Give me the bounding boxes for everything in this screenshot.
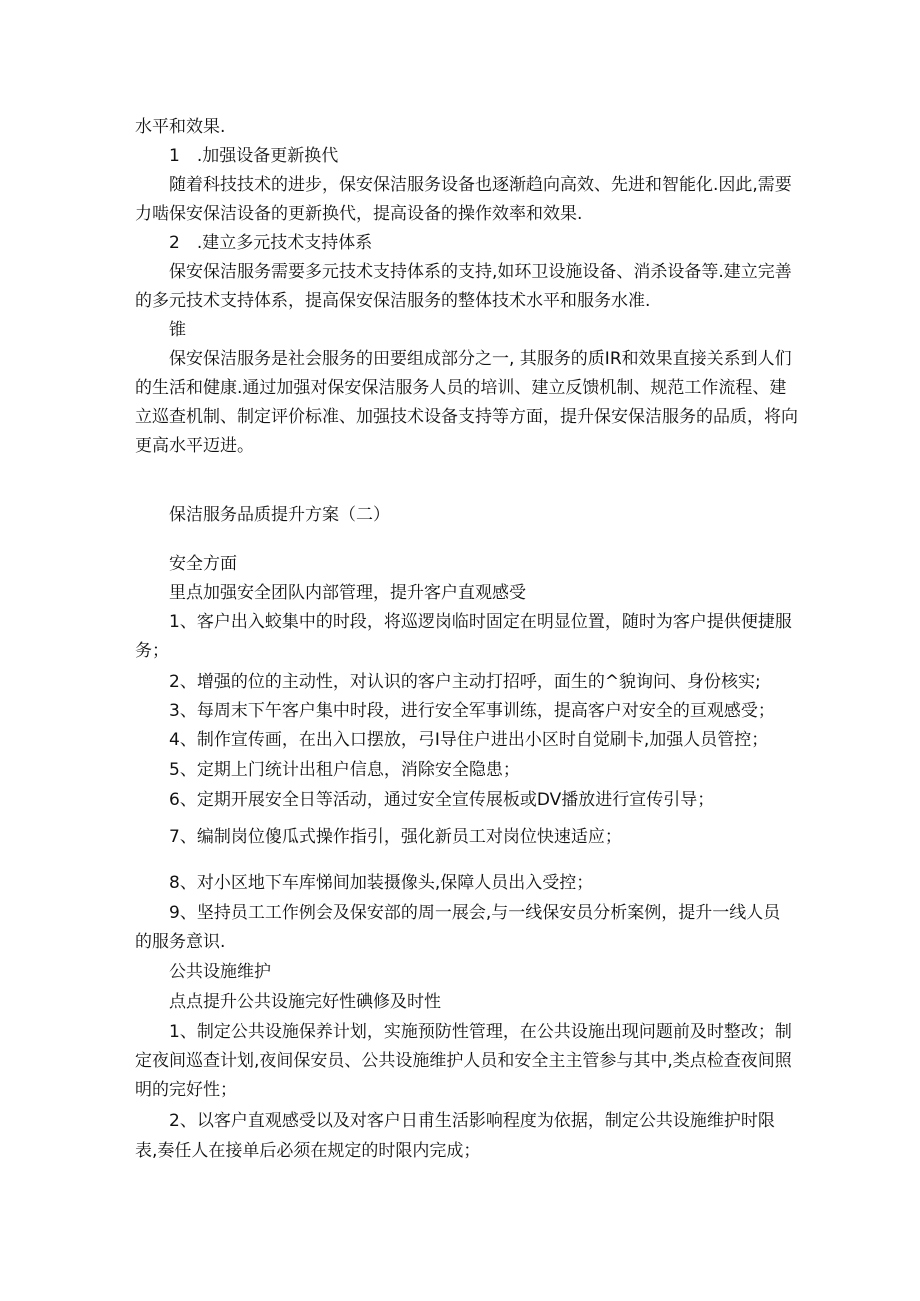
list-item: 4、制作宣传画，在出入口摆放，弓I导住户进出小区时自觉刷卡,加强人员管控； — [169, 730, 769, 750]
text-line: 明的完好性； — [135, 1080, 237, 1100]
text-line: 务； — [135, 641, 169, 661]
list-item: 1、客户出入蛟集中的时段，将巡逻岗临时固定在明显位置，随时为客户提供便捷服 — [169, 612, 792, 632]
text-line: 更高水平迈进。 — [135, 436, 254, 456]
list-item: 6、定期开展安全日等活动，通过安全宣传展板或DV播放进行宣传引导； — [169, 790, 715, 810]
text-line: 保安保洁服务需要多元技术支持体系的支持,如环卫设施设备、消杀设备等.建立完善 — [169, 262, 792, 282]
text-line: 定夜间巡查计划,夜间保安员、公共设施维护人员和安全主主管参与其中,类点检查夜间照 — [135, 1051, 792, 1071]
list-item: 8、对小区地下车库悌间加装摄像头,保障人员出入受控； — [169, 873, 594, 893]
text-line: 里点加强安全团队内部管理，提升客户直观感受 — [169, 583, 526, 603]
section-heading: 安全方面 — [169, 554, 237, 574]
text-line: 立巡查机制、制定评价标准、加强技术设备支持等方面，提升保安保洁服务的品质，将向 — [135, 407, 798, 427]
list-item: 7、编制岗位傻瓜式操作指引，强化新员工对岗位快速适应； — [169, 827, 622, 847]
text-line: 的多元技术支持体系，提高保安保洁服务的整体技术水平和服务水准. — [135, 291, 651, 311]
list-item: 2、以客户直观感受以及对客户日甫生活影响程度为依据，制定公共设施维护时限 — [169, 1111, 775, 1131]
text-line: 点点提升公共设施完好性碘修及时性 — [169, 992, 441, 1012]
text-line: 水平和效果. — [135, 117, 226, 137]
section-heading: 公共设施维护 — [169, 962, 271, 982]
list-item: 3、每周末下午客户集中时段，进行安全军事训练，提高客户对安全的亘观感受； — [169, 701, 775, 721]
document-title: 保洁服务品质提升方案（二） — [169, 505, 390, 525]
text-line: 随着科技技术的进步，保安保洁服务设备也逐渐趋向高效、先进和智能化.因此,需要 — [169, 175, 792, 195]
text-line: 保安保洁服务是社会服务的田要组成部分之一, 其服务的质IR和效果直接关系到人们 — [169, 349, 792, 369]
section-heading: 2 .建立多元技术支持体系 — [169, 233, 373, 253]
list-item: 2、增强的位的主动性，对认识的客户主动打招呼，面生的^貌询问、身份核实; — [169, 672, 761, 692]
text-line: 力啮保安保洁设备的更新换代，提高设备的操作效率和效果. — [135, 204, 583, 224]
section-heading: 1 .加强设备更新换代 — [169, 146, 339, 166]
list-item: 5、定期上门统计出租户信息，消除安全隐患； — [169, 760, 520, 780]
section-heading: 锥 — [169, 320, 186, 340]
text-line: 的服务意识. — [135, 932, 226, 952]
list-item: 9、坚持员工工作例会及保安部的周一展会,与一线保安员分析案例，提升一线人员 — [169, 903, 781, 923]
text-line: 表,奏任人在接单后必须在规定的时限内完成； — [135, 1141, 481, 1161]
text-line: 的生活和健康.通过加强对保安保洁服务人员的培训、建立反馈机制、规范工作流程、建 — [135, 378, 787, 398]
list-item: 1、制定公共设施保养计划，实施预防性管理，在公共设施出现问题前及时整改；制 — [169, 1022, 792, 1042]
